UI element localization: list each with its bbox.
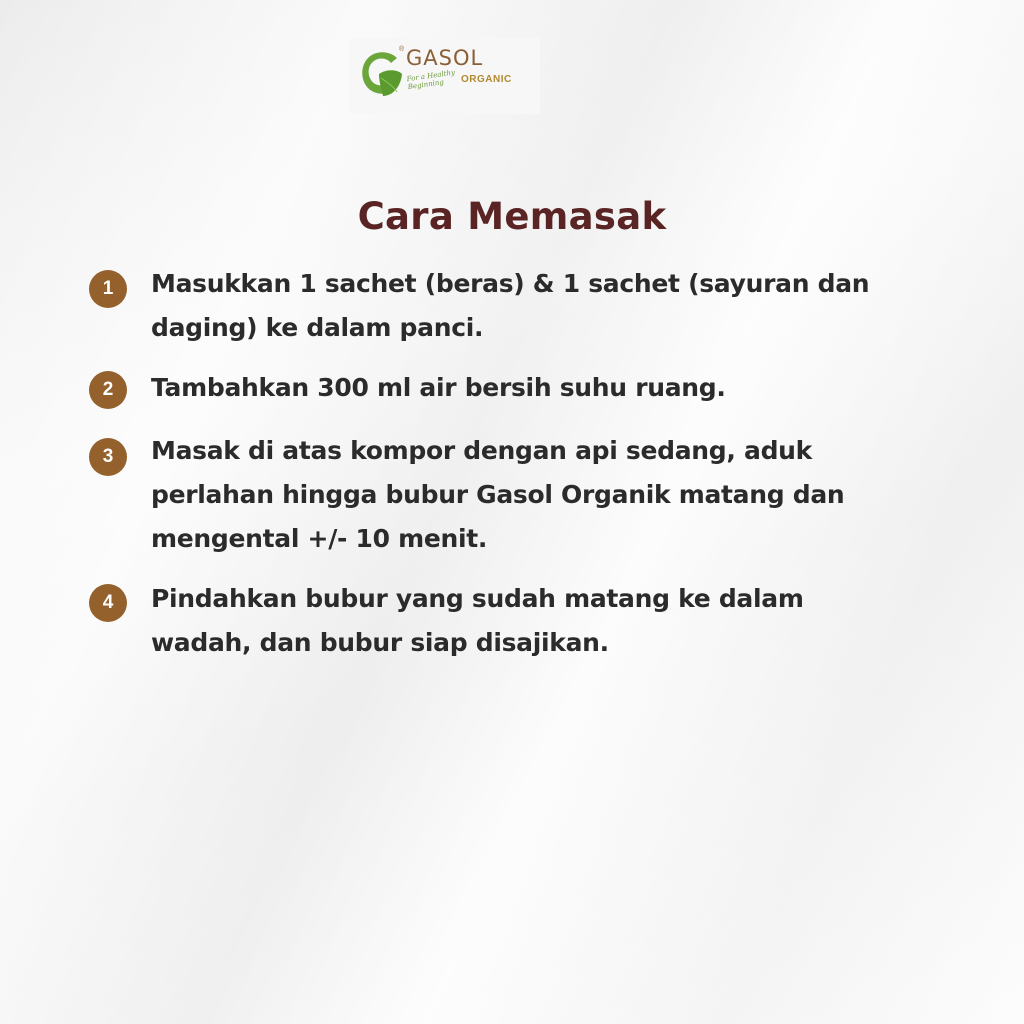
step-text-line: daging) ke dalam panci.: [151, 313, 484, 342]
step-item: [89, 577, 804, 665]
step-number-badge: 2: [89, 371, 127, 409]
step-text-line: Tambahkan 300 ml air bersih suhu ruang.: [151, 373, 726, 402]
brand-subtitle: ORGANIC: [461, 74, 512, 85]
step-text: [151, 262, 869, 350]
step-number-badge: 3: [89, 438, 127, 476]
step-text-line: Masukkan 1 sachet (beras) & 1 sachet (sayuran dan: [151, 269, 870, 298]
step-text: [151, 577, 804, 665]
step-text-line: Masak di atas kompor dengan api sedang, aduk: [151, 436, 812, 465]
step-item: [89, 366, 726, 410]
step-text-line: Pindahkan bubur yang sudah matang ke dalam: [151, 584, 804, 613]
gasol-leaf-g-icon: [357, 48, 405, 98]
step-text-line: wadah, dan bubur siap disajikan.: [151, 628, 609, 657]
step-number-badge: 1: [89, 270, 127, 308]
brand-wordmark: GASOL: [406, 46, 484, 70]
brand-logo: [350, 38, 540, 114]
step-text-line: perlahan hingga bubur Gasol Organik matang dan: [151, 480, 845, 509]
step-text-line: mengental +/- 10 menit.: [151, 524, 488, 553]
page-title: Cara Memasak: [357, 194, 667, 238]
step-text: [151, 366, 726, 410]
step-item: [89, 262, 869, 350]
brand-tagline: For a Healthy Beginning: [406, 68, 456, 92]
step-number-badge: 4: [89, 584, 127, 622]
step-text: [151, 429, 844, 561]
step-item: [89, 429, 844, 561]
registered-mark: ®: [399, 46, 405, 53]
